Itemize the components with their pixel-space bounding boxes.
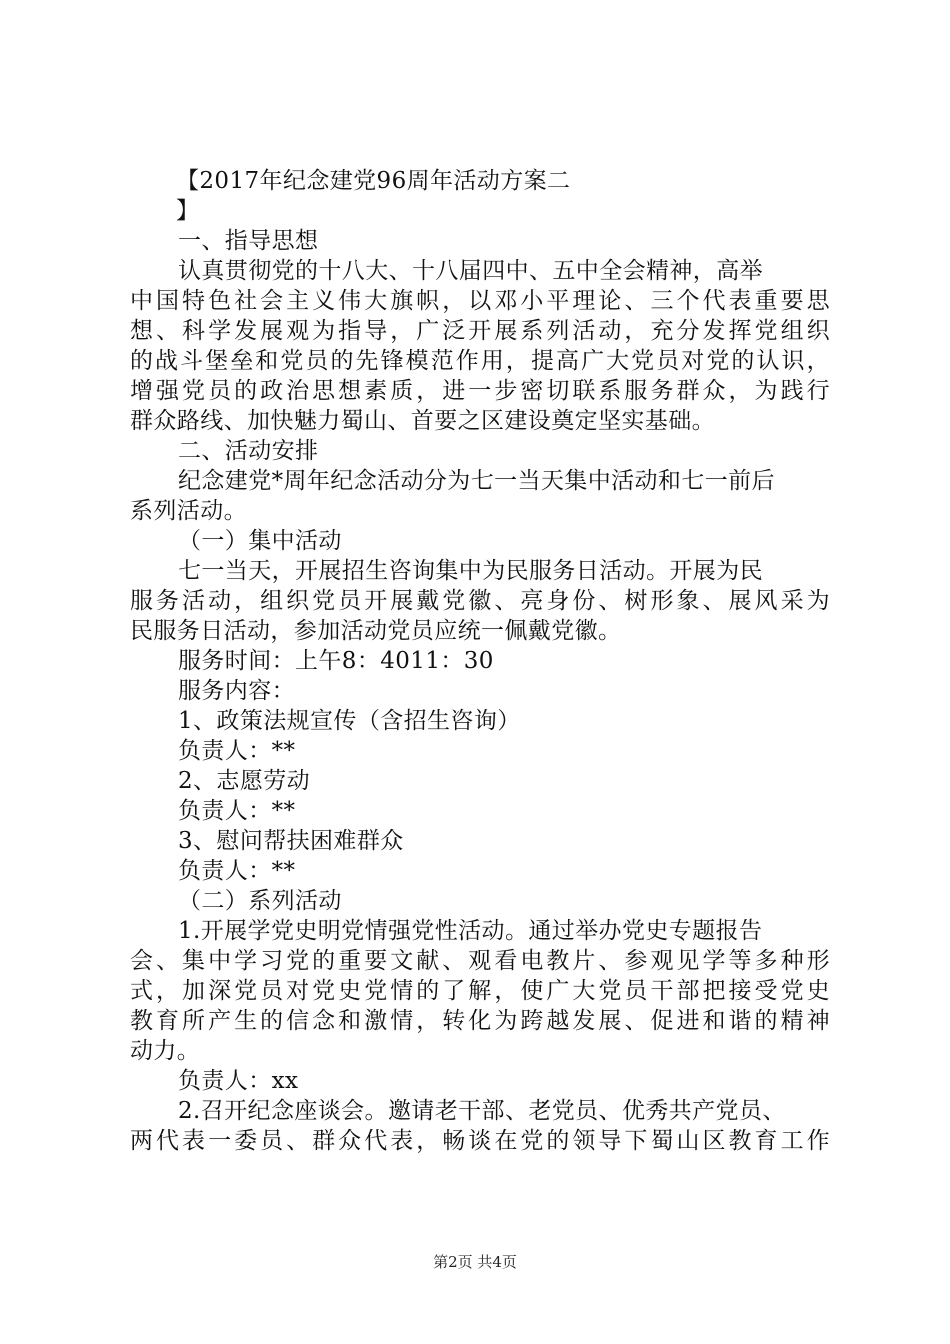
- paragraph-line: 认真贯彻党的十八大、十八届四中、五中全会精神，高举: [178, 258, 763, 284]
- paragraph-line: 式，加深党员对党史党情的了解，使广大党员干部把接受党史: [130, 978, 830, 1004]
- section-heading: 二、活动安排: [178, 438, 319, 464]
- paragraph-line: 想、科学发展观为指导，广泛开展系列活动，充分发挥党组织: [130, 318, 830, 344]
- paragraph-line: 教育所产生的信念和激情，转化为跨越发展、促进和谐的精神: [130, 1008, 830, 1034]
- list-item: 1、政策法规宣传（含招生咨询）: [178, 708, 521, 734]
- subsection-heading: （二）系列活动: [178, 888, 342, 914]
- document-title-bracket: 】: [176, 198, 200, 224]
- subsection-heading: （一）集中活动: [178, 528, 342, 554]
- service-time: 服务时间：上午8：4011：30: [178, 648, 494, 674]
- list-item: 3、慰问帮扶困难群众: [178, 828, 404, 854]
- paragraph-line: 的战斗堡垒和党员的先锋模范作用，提高广大党员对党的认识，: [130, 348, 830, 374]
- document-title: 【2017年纪念建党96周年活动方案二: [176, 168, 571, 194]
- paragraph-line: 民服务日活动，参加活动党员应统一佩戴党徽。: [130, 618, 622, 644]
- section-heading: 一、指导思想: [178, 228, 319, 254]
- responsible-person: 负责人：**: [178, 858, 296, 884]
- paragraph-line: 2.召开纪念座谈会。邀请老干部、老党员、优秀共产党员、: [178, 1098, 786, 1124]
- paragraph-line: 群众路线、加快魅力蜀山、首要之区建设奠定坚实基础。: [130, 408, 715, 434]
- paragraph-line: 两代表一委员、群众代表，畅谈在党的领导下蜀山区教育工作: [130, 1128, 830, 1154]
- paragraph-line: 中国特色社会主义伟大旗帜，以邓小平理论、三个代表重要思: [130, 288, 830, 314]
- paragraph-line: 服务活动，组织党员开展戴党徽、亮身份、树形象、展风采为: [130, 588, 830, 614]
- responsible-person: 负责人：**: [178, 798, 296, 824]
- paragraph-line: 会、集中学习党的重要文献、观看电教片、参观见学等多种形: [130, 948, 830, 974]
- paragraph-line: 系列活动。: [130, 498, 247, 524]
- document-body: [130, 166, 830, 1156]
- paragraph-line: 纪念建党*周年纪念活动分为七一当天集中活动和七一前后: [178, 468, 775, 494]
- paragraph-line: 动力。: [130, 1038, 201, 1064]
- page-footer: 第2页 共4页: [433, 1253, 517, 1271]
- paragraph-line: 七一当天，开展招生咨询集中为民服务日活动。开展为民: [178, 558, 763, 584]
- paragraph-line: 1.开展学党史明党情强党性活动。通过举办党史专题报告: [178, 918, 763, 944]
- list-item: 2、志愿劳动: [178, 768, 311, 794]
- service-content-label: 服务内容：: [178, 678, 295, 704]
- responsible-person: 负责人：xx: [178, 1068, 299, 1094]
- responsible-person: 负责人：**: [178, 738, 296, 764]
- paragraph-line: 增强党员的政治思想素质，进一步密切联系服务群众，为践行: [130, 378, 830, 404]
